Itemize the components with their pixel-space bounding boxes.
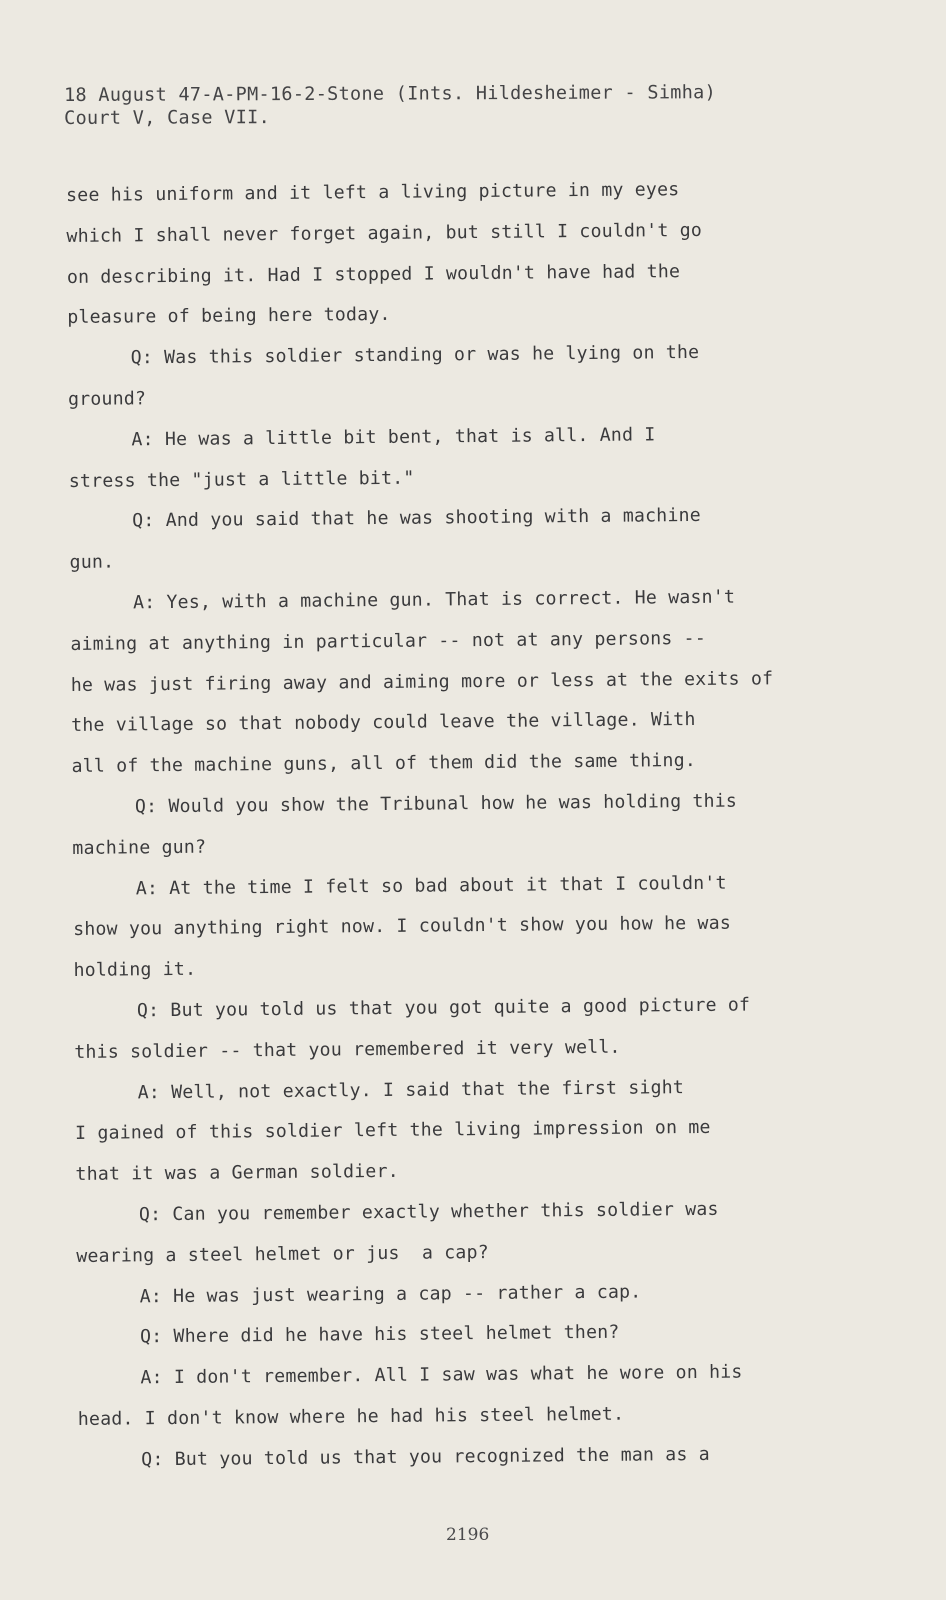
transcript-line: see his uniform and it left a living picture in my eyes [66, 179, 680, 206]
transcript-line: he was just firing away and aiming more or less at the exits of [70, 667, 774, 696]
transcript-line: this soldier -- that you remembered it very well. [74, 1036, 621, 1063]
transcript-line: stress the "just a little bit." [68, 467, 415, 492]
transcript-line: Q: Can you remember exactly whether this soldier was [138, 1198, 719, 1226]
transcript-line: A: Well, not exactly. I said that the first sight [137, 1076, 685, 1103]
document-header [64, 81, 716, 130]
transcript-line: holding it. [73, 958, 197, 982]
transcript-line: gun. [69, 551, 115, 574]
transcript-line: A: I don't remember. All I saw was what he wore on his [140, 1361, 743, 1389]
transcript-line: ground? [67, 388, 147, 410]
transcript-line: A: At the time I felt so bad about it that I couldn't [135, 872, 727, 899]
transcript-line: A: Yes, with a machine gun. That is correct. He wasn't [132, 586, 736, 614]
transcript-line: the village so that nobody could leave the village. With [71, 709, 696, 737]
transcript-line: Q: But you told us that you got quite a good picture of [136, 994, 751, 1022]
transcript-line: Q: Would you show the Tribunal how he was holding this [134, 790, 738, 818]
transcript-line: Q: Was this soldier standing or was he lying on the [130, 342, 700, 369]
transcript-body [66, 177, 856, 1471]
header-line-1: 18 August 47-A-PM-16-2-Stone (Ints. Hildesheimer - Simha) [64, 82, 717, 106]
transcript-line: A: He was a little bit bent, that is all. And I [131, 424, 656, 451]
transcript-line: wearing a steel helmet or jus a cap? [76, 1241, 489, 1267]
transcript-line: A: He was just wearing a cap -- rather a cap. [139, 1281, 642, 1307]
transcript-line: Q: Where did he have his steel helmet then? [139, 1322, 620, 1348]
transcript-line: all of the machine guns, all of them did the same thing. [71, 750, 697, 778]
transcript-line: head. I don't know where he had his steel helmet. [77, 1403, 625, 1430]
transcript-line: that it was a German soldier. [75, 1161, 399, 1186]
transcript-line: Q: And you said that he was shooting with a machine [132, 505, 701, 532]
transcript-line: aiming at anything in particular -- not at any persons -- [70, 627, 707, 655]
transcript-line: Q: But you told us that you recognized the man as a [141, 1443, 710, 1471]
transcript-line: which I shall never forget again, but still I couldn't go [66, 219, 703, 247]
header-line-2: Court V, Case VII. [64, 107, 271, 129]
page-number: 2196 [446, 1525, 490, 1545]
transcript-line: I gained of this soldier left the living impression on me [75, 1117, 711, 1145]
transcript-line: on describing it. Had I stopped I wouldn't have had the [66, 260, 681, 288]
transcript-line: pleasure of being here today. [67, 304, 391, 329]
transcript-line: machine gun? [72, 836, 207, 859]
transcript-line: show you anything right now. I couldn't show you how he was [73, 913, 732, 941]
